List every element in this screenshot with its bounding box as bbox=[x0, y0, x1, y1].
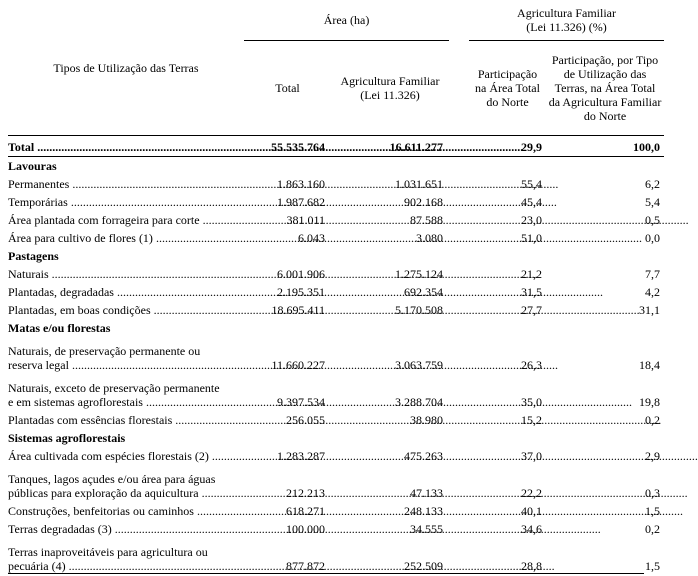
cell-part-norte: 45,4 bbox=[521, 195, 543, 209]
row-label: Área plantada com forrageira para corte ..... bbox=[8, 211, 244, 229]
cell-af: 248.133 bbox=[404, 504, 444, 518]
row-label: Plantadas com essências florestais ..... bbox=[8, 411, 244, 429]
section-heading: Matas e/ou florestas bbox=[8, 321, 111, 335]
cell-total: 55.535.764 bbox=[244, 136, 331, 157]
table-row bbox=[8, 447, 664, 465]
table-row bbox=[8, 411, 664, 429]
cell-af: 692.354 bbox=[404, 285, 444, 299]
row-label: Permanentes ..... bbox=[8, 175, 244, 193]
cell-part-norte: 23,0 bbox=[521, 213, 543, 227]
section-heading: Pastagens bbox=[8, 249, 59, 263]
table-row bbox=[8, 193, 664, 211]
cell-part-tipo: 0,5 bbox=[645, 213, 661, 227]
table-row bbox=[8, 211, 664, 229]
cell-part-tipo: 5,4 bbox=[645, 195, 661, 209]
table-row bbox=[8, 265, 664, 283]
cell-part-tipo: 0,2 bbox=[645, 522, 661, 536]
row-label: Terras degradadas (3) ..... bbox=[8, 520, 244, 538]
cell-total: 212.213 bbox=[286, 486, 325, 500]
cell-total: 1.283.287 bbox=[277, 449, 325, 463]
cell-part-norte: 22,2 bbox=[521, 486, 543, 500]
cell-af: 902.168 bbox=[404, 195, 444, 209]
cell-af: 1.031.651 bbox=[395, 177, 444, 191]
table-row bbox=[8, 283, 664, 301]
table-row bbox=[8, 374, 664, 411]
row-label: Total ..... bbox=[8, 136, 244, 157]
table-row bbox=[8, 538, 664, 575]
table-row bbox=[8, 229, 664, 247]
cell-total: 11.660.227 bbox=[271, 358, 325, 372]
cell-part-tipo: 2,9 bbox=[645, 449, 661, 463]
header-tipos: Tipos de Utilização das Terras bbox=[8, 0, 244, 136]
bottom-rule bbox=[8, 573, 644, 574]
table-row bbox=[8, 175, 664, 193]
cell-part-tipo: 1,5 bbox=[645, 504, 661, 518]
cell-part-norte: 40,1 bbox=[521, 504, 543, 518]
row-label: Construções, benfeitorias ou caminhos ..... bbox=[8, 502, 244, 520]
cell-total: 1.987.682 bbox=[277, 195, 325, 209]
cell-af: 47.133 bbox=[410, 486, 444, 500]
cell-total: 100.000 bbox=[286, 522, 325, 536]
cell-total: 2.195.351 bbox=[277, 285, 325, 299]
cell-part-norte: 31,5 bbox=[521, 285, 543, 299]
land-use-table bbox=[8, 0, 664, 575]
cell-total: 9.397.534 bbox=[277, 395, 325, 409]
header-part-tipo: Participação, por Tipo de Utilização das Terras, na Área Total da Agricultura Familiar do Norte bbox=[546, 41, 664, 136]
table-row bbox=[8, 520, 664, 538]
table-row bbox=[8, 337, 664, 374]
header-af-group: Agricultura Familiar (Lei 11.326) (%) bbox=[469, 0, 664, 41]
header-total: Total bbox=[244, 41, 331, 136]
table-row bbox=[8, 502, 664, 520]
cell-part-tipo: 1,5 bbox=[645, 559, 661, 573]
cell-af: 87.588 bbox=[410, 213, 444, 227]
cell-total: 18.695.411 bbox=[271, 303, 325, 317]
cell-part-norte: 28,8 bbox=[521, 559, 543, 573]
row-label: Naturais, de preservação permanente ou reserva legal ..... bbox=[8, 337, 244, 374]
row-label: Tanques, lagos açudes e/ou área para águas públicas para exploração da aquicultura ..... bbox=[8, 465, 244, 502]
cell-part-norte: 26,3 bbox=[521, 358, 543, 372]
header-gap bbox=[449, 0, 469, 41]
table-header bbox=[8, 0, 664, 136]
cell-af: 3.063.759 bbox=[395, 358, 444, 372]
cell-part-tipo: 0,3 bbox=[645, 486, 661, 500]
table-row bbox=[8, 465, 664, 502]
cell-total: 618.271 bbox=[286, 504, 325, 518]
total-row bbox=[8, 136, 664, 157]
cell-part-norte: 21,2 bbox=[521, 267, 543, 281]
cell-part-norte: 34,6 bbox=[521, 522, 543, 536]
cell-total: 1.863.160 bbox=[277, 177, 325, 191]
header-part-norte: Participação na Área Total do Norte bbox=[469, 41, 546, 136]
row-label: Terras inaproveitáveis para agricultura ou pecuária (4) ..... bbox=[8, 538, 244, 575]
row-label: Temporárias ..... bbox=[8, 193, 244, 211]
cell-part-tipo: 100,0 bbox=[546, 136, 664, 157]
row-label: Área cultivada com espécies florestais (2) ..... bbox=[8, 447, 244, 465]
cell-af: 475.263 bbox=[404, 449, 444, 463]
cell-total: 6.043 bbox=[298, 231, 325, 245]
cell-part-norte: 29,9 bbox=[469, 136, 546, 157]
cell-af: 252.509 bbox=[404, 559, 444, 573]
cell-part-tipo: 6,2 bbox=[645, 177, 661, 191]
cell-part-tipo: 31,1 bbox=[639, 303, 661, 317]
row-label: Naturais, exceto de preservação permanente e em sistemas agroflorestais ..... bbox=[8, 374, 244, 411]
cell-af: 34.555 bbox=[410, 522, 444, 536]
section-heading: Sistemas agroflorestais bbox=[8, 431, 126, 445]
cell-part-norte: 51,0 bbox=[521, 231, 543, 245]
cell-total: 877.872 bbox=[286, 559, 325, 573]
cell-part-tipo: 0,0 bbox=[645, 231, 661, 245]
row-label: Plantadas, em boas condições ..... bbox=[8, 301, 244, 319]
cell-af: 1.275.124 bbox=[395, 267, 444, 281]
cell-part-norte: 37,0 bbox=[521, 449, 543, 463]
header-area-group: Área (ha) bbox=[244, 0, 449, 41]
row-label: Área para cultivo de flores (1) ..... bbox=[8, 229, 244, 247]
cell-part-tipo: 4,2 bbox=[645, 285, 661, 299]
cell-part-tipo: 18,4 bbox=[639, 358, 661, 372]
cell-part-tipo: 19,8 bbox=[639, 395, 661, 409]
cell-part-tipo: 7,7 bbox=[645, 267, 661, 281]
cell-af: 16.611.277 bbox=[331, 136, 449, 157]
cell-part-norte: 35,0 bbox=[521, 395, 543, 409]
cell-part-tipo: 0,2 bbox=[645, 413, 661, 427]
header-af-area: Agricultura Familiar (Lei 11.326) bbox=[331, 41, 449, 136]
cell-total: 6.001.906 bbox=[277, 267, 325, 281]
cell-part-norte: 15,2 bbox=[521, 413, 543, 427]
cell-af: 3.288.704 bbox=[395, 395, 444, 409]
section-heading: Lavouras bbox=[8, 159, 57, 173]
row-label: Plantadas, degradadas ..... bbox=[8, 283, 244, 301]
cell-af: 3.080 bbox=[416, 231, 444, 245]
cell-af: 5.170.508 bbox=[395, 303, 444, 317]
table-body bbox=[8, 136, 664, 576]
table-row bbox=[8, 301, 664, 319]
cell-total: 381.011 bbox=[286, 213, 325, 227]
cell-af: 38.980 bbox=[410, 413, 444, 427]
row-label: Naturais ..... bbox=[8, 265, 244, 283]
cell-total: 256.055 bbox=[286, 413, 325, 427]
header-gap-sub bbox=[449, 41, 469, 136]
cell-part-norte: 27,7 bbox=[521, 303, 543, 317]
cell-part-norte: 55,4 bbox=[521, 177, 543, 191]
